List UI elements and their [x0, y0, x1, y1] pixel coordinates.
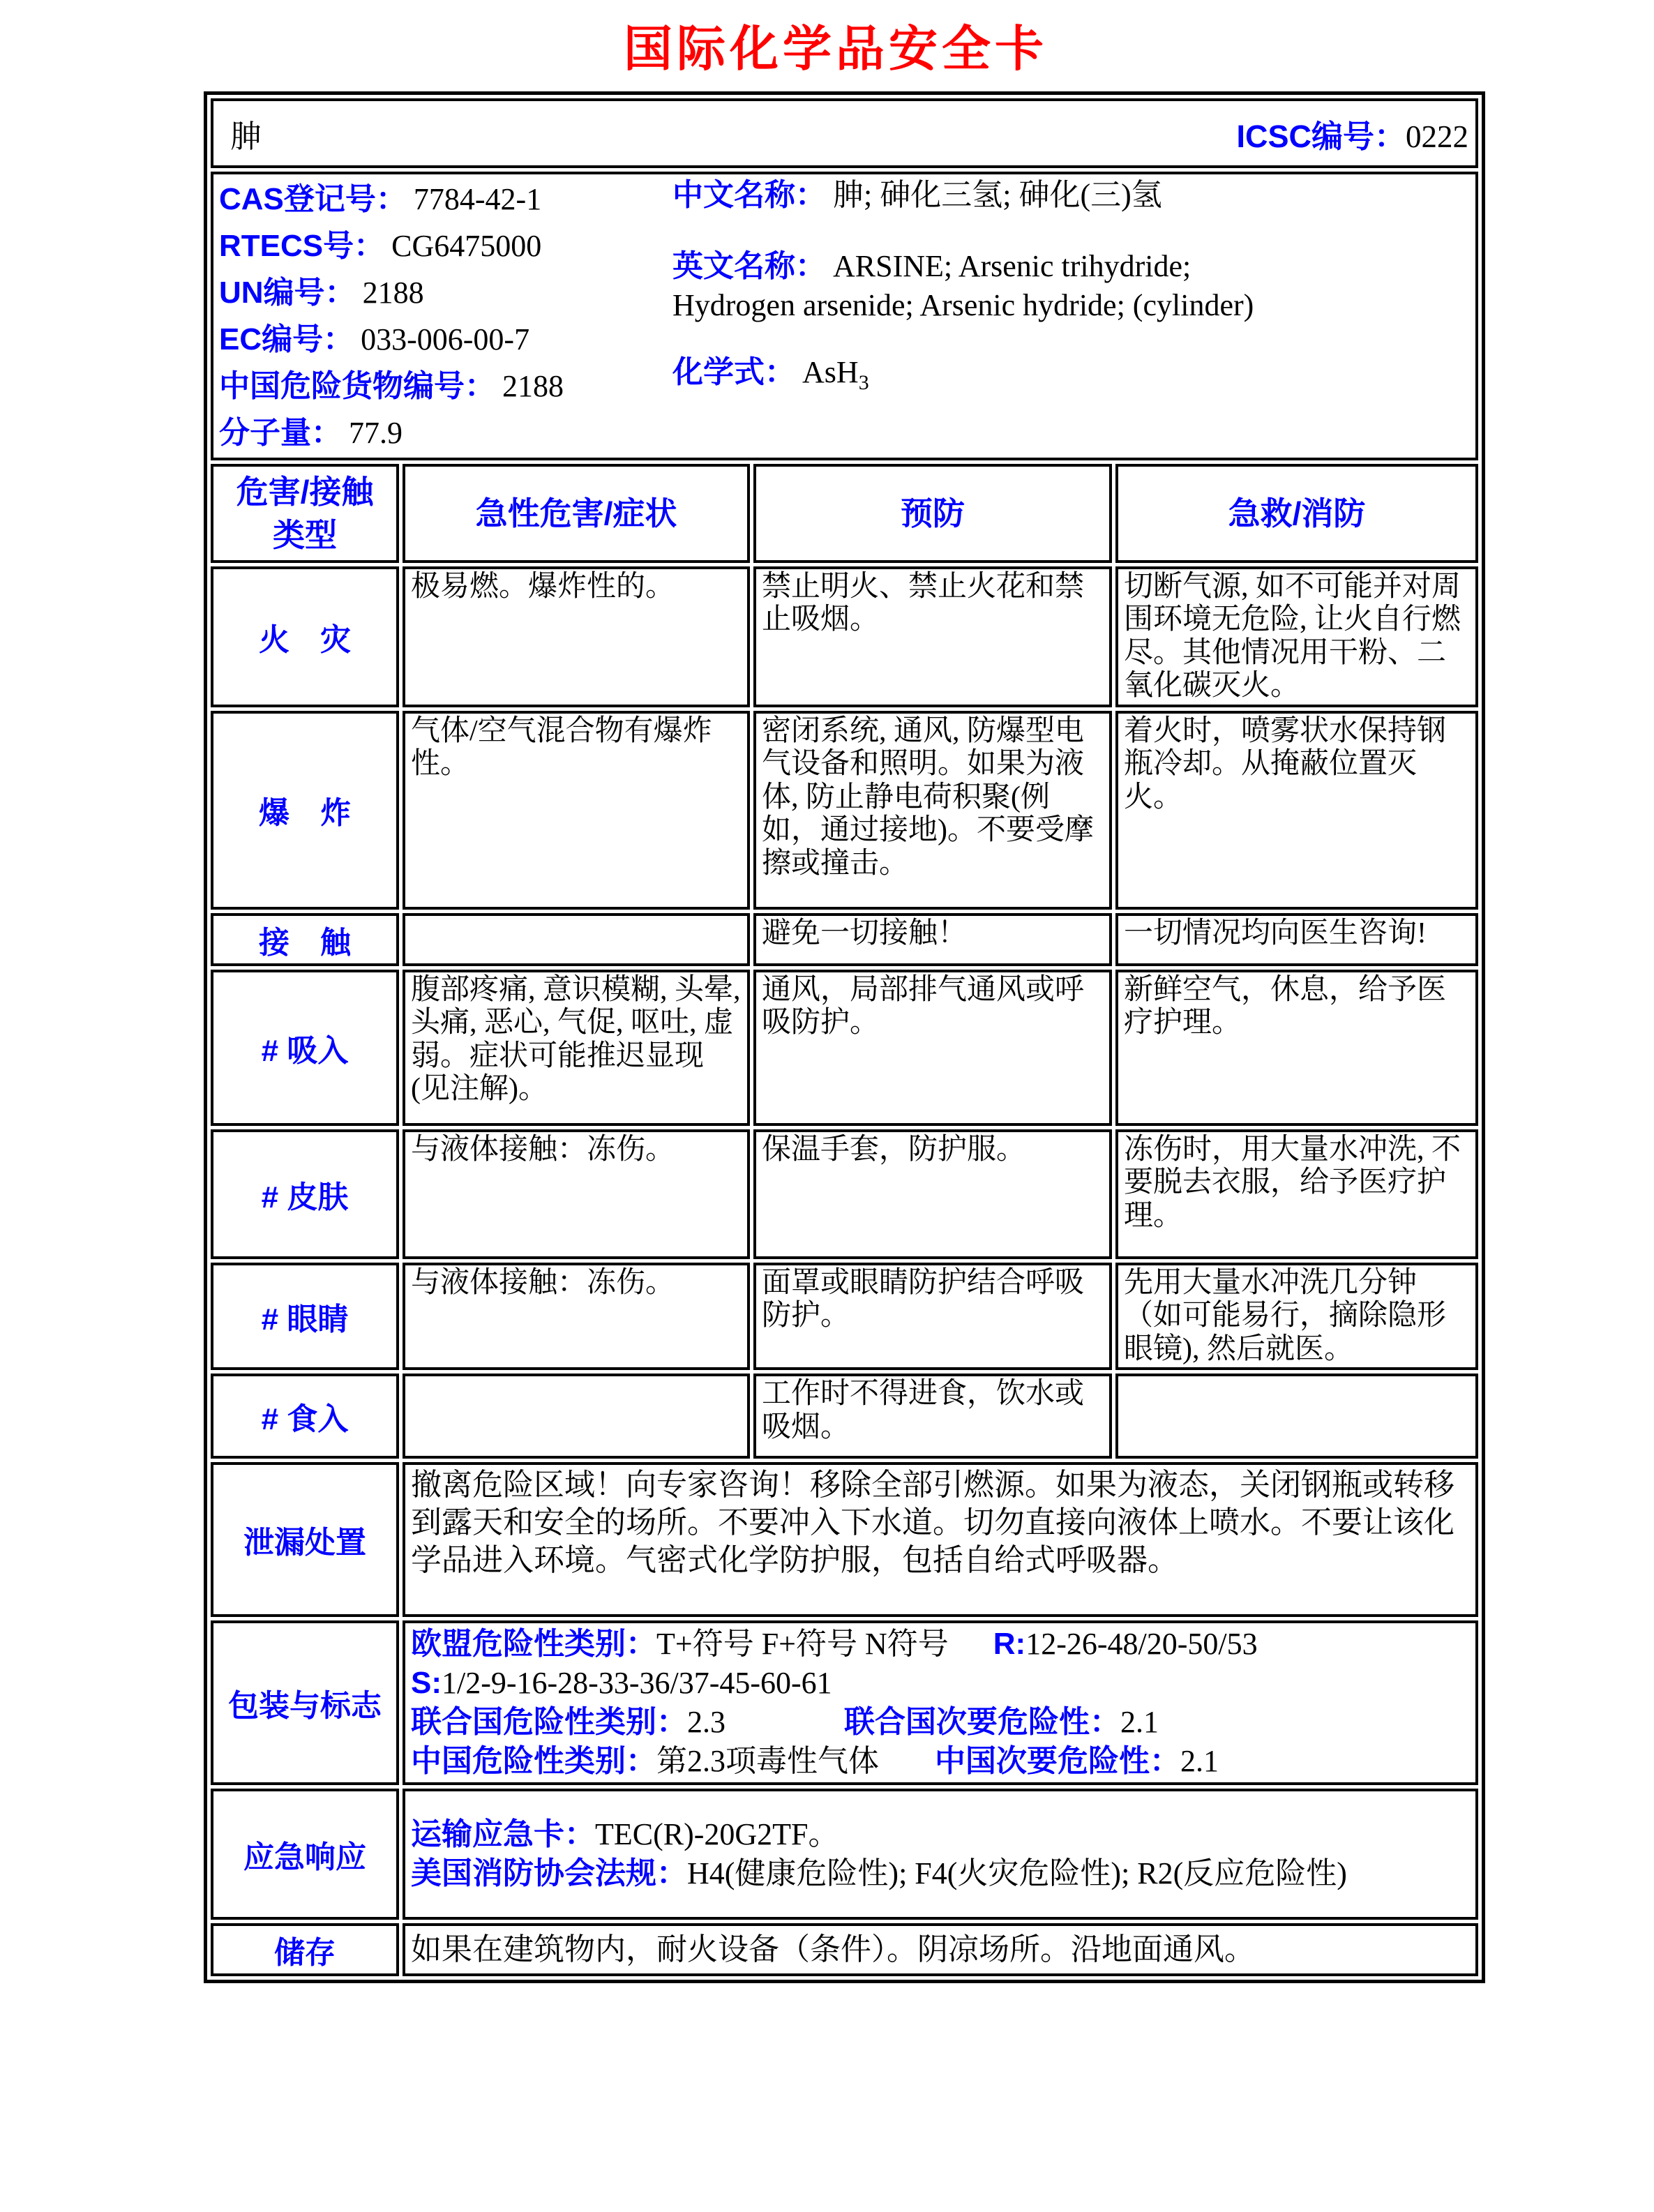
molecular-weight-label: 分子量：: [219, 416, 342, 450]
column-header-symptoms: 急性危害/症状: [403, 464, 750, 563]
card-title-row: [211, 98, 1478, 168]
un-subsidiary-risk-value: 2.1: [1120, 1705, 1159, 1740]
r-phrases-value: 12-26-48/20-50/53: [1025, 1627, 1258, 1662]
packaging-un-line: [411, 1703, 1470, 1742]
english-name-line: [672, 247, 1304, 325]
eu-hazard-class-value: T+符号 F+符号 N符号: [656, 1627, 949, 1662]
chinese-name-label: 中文名称：: [672, 178, 826, 212]
column-header-first-aid: 急救/消防: [1115, 464, 1478, 563]
contact-prevention-cell: 避免一切接触！: [753, 913, 1112, 966]
column-header-row: [211, 464, 1478, 563]
transport-emergency-card-value: TEC(R)-20G2TF。: [595, 1817, 839, 1852]
packaging-text-cell: [403, 1620, 1478, 1785]
storage-text: 如果在建筑物内，耐火设备（条件）。阴凉场所。沿地面通风。: [403, 1923, 1478, 1976]
inhalation-prevention-cell: 通风，局部排气通风或呼吸防护。: [753, 970, 1112, 1126]
s-phrases-label: S:: [411, 1666, 442, 1701]
skin-type-label: # 皮肤: [211, 1129, 399, 1259]
un-hazard-class-label: 联合国危险性类别：: [411, 1705, 687, 1740]
china-hazard-class-label: 中国危险性类别：: [411, 1744, 656, 1779]
inhalation-symptoms-cell: 腹部疼痛, 意识模糊, 头晕, 头痛, 恶心, 气促, 呕吐, 虚弱。症状可能推迟显现(见注解)。: [403, 970, 750, 1126]
ec-number-label: EC编号：: [219, 322, 354, 356]
packaging-s-line: [411, 1664, 1470, 1703]
explosion-prevention-cell: 密闭系统, 通风, 防爆型电气设备和照明。如果为液体, 防止静电荷积聚(例如，通过接地)。不要受摩擦或撞击。: [753, 711, 1112, 910]
ec-number-line: [219, 316, 672, 363]
packaging-cn-line: [411, 1742, 1470, 1781]
chemical-name: 胂: [230, 119, 262, 154]
emergency-response-label: 应急响应: [211, 1789, 399, 1920]
molecular-weight-line: [219, 409, 672, 456]
formula-label: 化学式：: [672, 355, 795, 389]
row-skin: [211, 1129, 1478, 1259]
formula-value: AsH$_3$: [802, 355, 869, 394]
column-header-prevention: 预防: [753, 464, 1112, 563]
row-storage: [211, 1923, 1478, 1976]
contact-type-label: 接 触: [211, 913, 399, 966]
row-packaging: [211, 1620, 1478, 1785]
english-name-label: 英文名称：: [672, 249, 826, 283]
skin-prevention-cell: 保温手套，防护服。: [753, 1129, 1112, 1259]
transport-emergency-card-line: [411, 1815, 1470, 1854]
packaging-label: 包装与标志: [211, 1620, 399, 1785]
icsc-card-table: [204, 91, 1485, 1983]
transport-emergency-card-label: 运输应急卡：: [411, 1817, 595, 1852]
fire-symptoms-cell: 极易燃。爆炸性的。: [403, 566, 750, 707]
eyes-first-aid-cell: 先用大量水冲洗几分钟（如可能易行，摘除隐形眼镜), 然后就医。: [1115, 1263, 1478, 1370]
page-title: 国际化学品安全卡: [624, 23, 1048, 77]
fire-prevention-cell: 禁止明火、禁止火花和禁止吸烟。: [753, 566, 1112, 707]
ingestion-type-label: # 食入: [211, 1374, 399, 1459]
card-title-cell: [211, 98, 1478, 168]
un-subsidiary-risk-label: 联合国次要危险性：: [844, 1705, 1120, 1740]
china-hazard-class-value: 第2.3项毒性气体: [656, 1744, 879, 1779]
eyes-type-label: # 眼睛: [211, 1263, 399, 1370]
emergency-response-cell: [403, 1789, 1478, 1920]
ingestion-first-aid-cell: [1115, 1374, 1478, 1459]
row-fire: [211, 566, 1478, 707]
ingestion-symptoms-cell: [403, 1374, 750, 1459]
chemical-names-block: [672, 176, 1304, 402]
fire-first-aid-cell: 切断气源, 如不可能并对周围环境无危险, 让火自行燃尽。其他情况用干粉、二氧化碳灭火。: [1115, 566, 1478, 707]
chinese-name-value: 胂; 砷化三氢; 砷化(三)氢: [833, 178, 1162, 212]
row-explosion: [211, 711, 1478, 910]
molecular-weight-value: 77.9: [349, 416, 403, 450]
china-dg-number-value: 2188: [502, 369, 564, 403]
spill-disposal-text: 撤离危险区域！向专家咨询！移除全部引燃源。如果为液态，关闭钢瓶或转移到露天和安全的场所。不要冲入下水道。切勿直接向液体上喷水。不要让该化学品进入环境。气密式化学防护服，包括自给式呼吸器。: [403, 1462, 1478, 1617]
contact-symptoms-cell: [403, 913, 750, 966]
cas-number-line: [219, 176, 672, 223]
nfpa-code-value: H4(健康危险性); F4(火灾危险性); R2(反应危险性): [687, 1856, 1347, 1891]
packaging-eu-line: [411, 1625, 1470, 1664]
fire-type-label: 火 灾: [211, 566, 399, 707]
explosion-first-aid-cell: 着火时，喷雾状水保持钢瓶冷却。从掩蔽位置灭火。: [1115, 711, 1478, 910]
formula-line: [672, 353, 1304, 402]
rtecs-number-value: CG6475000: [391, 229, 542, 263]
row-inhalation: [211, 970, 1478, 1126]
ec-number-value: 033-006-00-7: [361, 322, 530, 356]
icsc-number-label: ICSC编号：: [1236, 118, 1406, 154]
skin-symptoms-cell: 与液体接触：冻伤。: [403, 1129, 750, 1259]
explosion-symptoms-cell: 气体/空气混合物有爆炸性。: [403, 711, 750, 910]
registry-numbers-block: [219, 176, 672, 456]
chinese-name-line: [672, 176, 1304, 215]
identifiers-cell: [211, 172, 1478, 460]
storage-label: 储存: [211, 1923, 399, 1976]
nfpa-code-label: 美国消防协会法规：: [411, 1856, 687, 1891]
icsc-number-group: [1237, 111, 1469, 156]
un-hazard-class-value: 2.3: [687, 1705, 725, 1740]
r-phrases-label: R:: [993, 1627, 1026, 1662]
row-emergency-response: [211, 1789, 1478, 1920]
china-dg-number-line: [219, 363, 672, 409]
nfpa-code-line: [411, 1854, 1470, 1893]
china-subsidiary-risk-value: 2.1: [1180, 1744, 1219, 1779]
spill-disposal-label: 泄漏处置: [211, 1462, 399, 1617]
cas-number-value: 7784-42-1: [413, 182, 542, 216]
un-number-label: UN编号：: [219, 276, 356, 310]
contact-first-aid-cell: 一切情况均向医生咨询!: [1115, 913, 1478, 966]
english-name-value: ARSINE; Arsenic trihydride; Hydrogen arsenide; Arsenic hydride; (cylinder): [672, 249, 1254, 322]
inhalation-type-label: # 吸入: [211, 970, 399, 1126]
row-spill-disposal: [211, 1462, 1478, 1617]
china-subsidiary-risk-label: 中国次要危险性：: [935, 1744, 1180, 1779]
ingestion-prevention-cell: 工作时不得进食，饮水或吸烟。: [753, 1374, 1112, 1459]
china-dg-number-label: 中国危险货物编号：: [219, 369, 495, 403]
icsc-sheet: [204, 0, 1468, 1983]
rtecs-number-label: RTECS号：: [219, 229, 385, 263]
icsc-number-value: 0222: [1406, 119, 1469, 154]
un-number-line: [219, 269, 672, 316]
column-header-type: 危害/接触 类型: [211, 464, 399, 563]
un-number-value: 2188: [362, 276, 424, 310]
s-phrases-value: 1/2-9-16-28-33-36/37-45-60-61: [442, 1666, 832, 1701]
rtecs-number-line: [219, 223, 672, 269]
row-ingestion: [211, 1374, 1478, 1459]
skin-first-aid-cell: 冻伤时，用大量水冲洗, 不要脱去衣服，给予医疗护理。: [1115, 1129, 1478, 1259]
eu-hazard-class-label: 欧盟危险性类别：: [411, 1627, 656, 1662]
row-contact: [211, 913, 1478, 966]
row-eyes: [211, 1263, 1478, 1370]
eyes-prevention-cell: 面罩或眼睛防护结合呼吸防护。: [753, 1263, 1112, 1370]
cas-number-label: CAS登记号：: [219, 182, 407, 216]
explosion-type-label: 爆 炸: [211, 711, 399, 910]
identifiers-row: [211, 172, 1478, 460]
eyes-symptoms-cell: 与液体接触：冻伤。: [403, 1263, 750, 1370]
inhalation-first-aid-cell: 新鲜空气，休息，给予医疗护理。: [1115, 970, 1478, 1126]
